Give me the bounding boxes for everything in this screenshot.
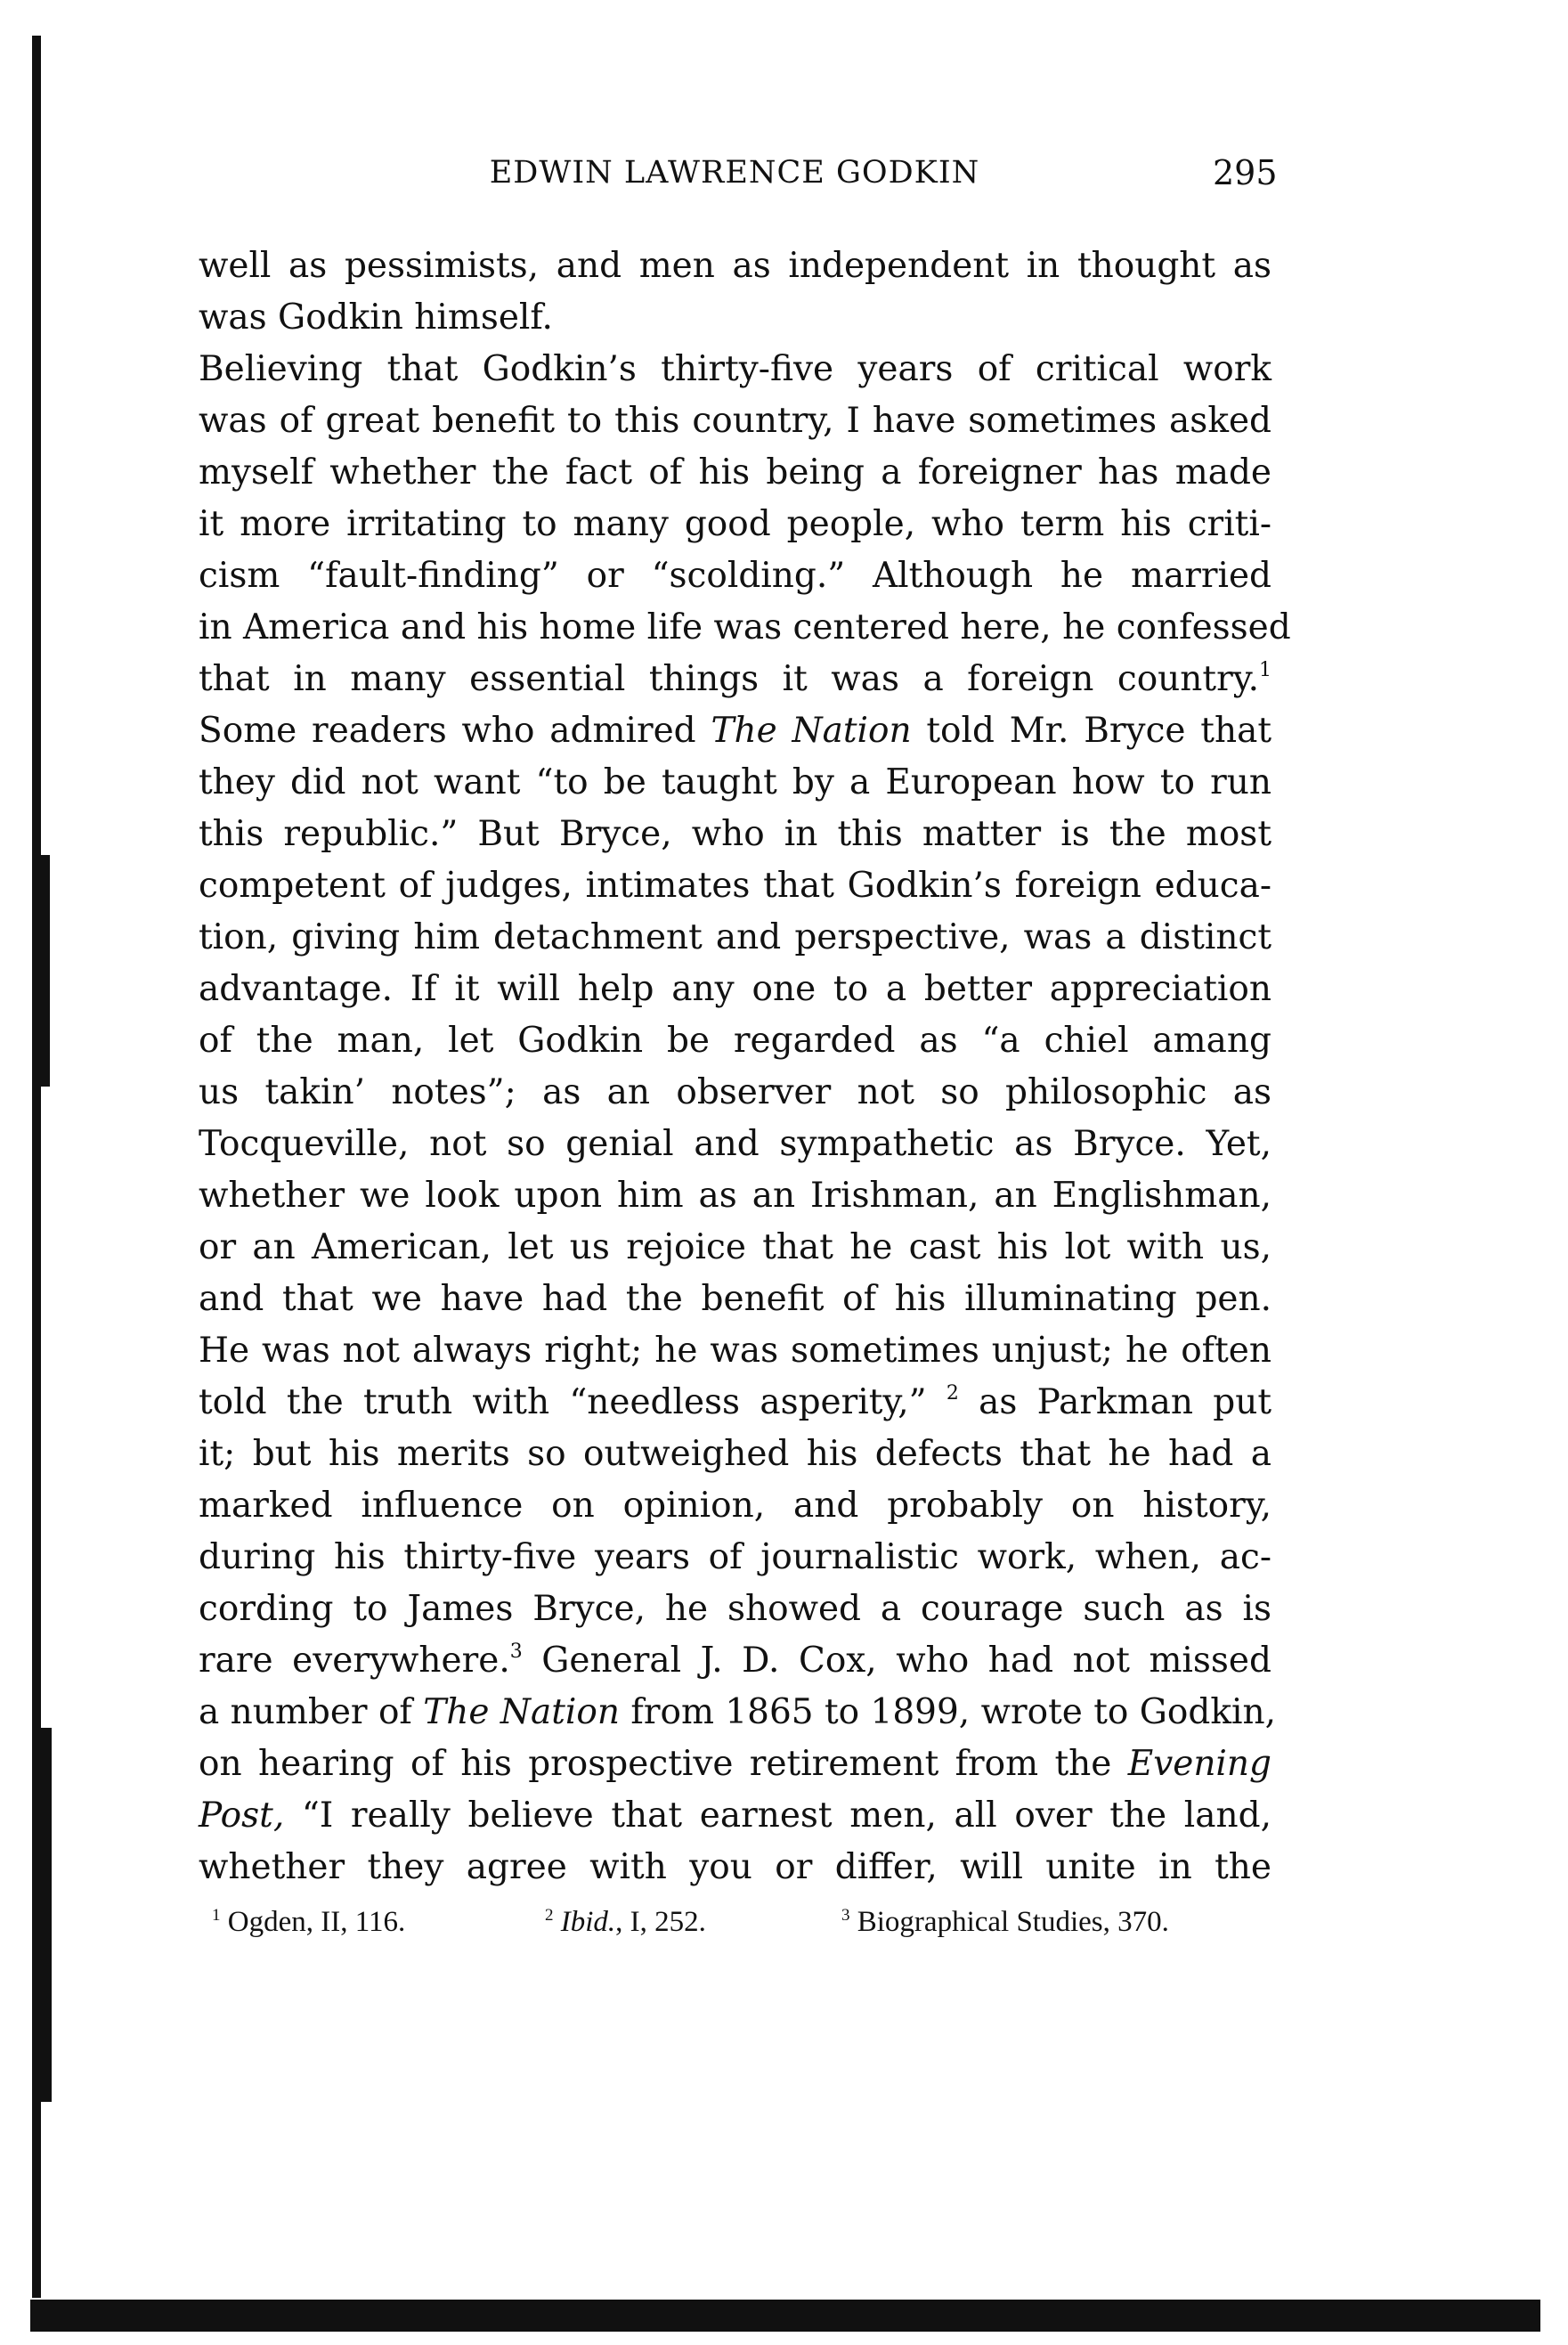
text-segment: it; but his merits so outweighed his defects that he had a xyxy=(199,1434,1271,1474)
text-line xyxy=(199,344,1271,395)
text-segment: myself whether the fact of his being a foreigner has made xyxy=(199,452,1271,493)
text-segment: Believing that Godkin’s thirty-five years of critical work xyxy=(199,349,1271,389)
text-line xyxy=(199,809,1271,860)
text-line xyxy=(199,1687,1277,1738)
text-line xyxy=(199,1584,1271,1635)
text-line xyxy=(199,550,1271,602)
footnote-marker: 3 xyxy=(841,1906,850,1925)
page-number: 295 xyxy=(1213,153,1278,192)
text-line xyxy=(199,499,1271,550)
italic-text: Post, xyxy=(199,1795,285,1836)
text-segment: during his thirty-five years of journalistic work, when, ac- xyxy=(199,1537,1271,1577)
footnote-1 xyxy=(212,1906,405,1939)
text-segment: from 1865 to 1899, wrote to Godkin, xyxy=(620,1692,1277,1732)
footnote-marker: 2 xyxy=(946,1382,959,1405)
footnote-3 xyxy=(841,1906,1169,1939)
text-segment: competent of judges, intimates that Godkin’s foreign educa- xyxy=(199,866,1271,906)
text-line xyxy=(199,1635,1271,1687)
text-segment: Ogden, II, 116. xyxy=(220,1906,406,1938)
text-segment: Some readers who admired xyxy=(199,711,711,751)
scan-edge-left-thick xyxy=(36,855,50,1087)
text-line xyxy=(199,1274,1271,1325)
text-line xyxy=(199,1790,1271,1842)
text-segment: of the man, let Godkin be regarded as “a chiel amang xyxy=(199,1021,1271,1061)
text-segment: on hearing of his prospective retirement from the xyxy=(199,1744,1128,1784)
footnote-marker: 1 xyxy=(1259,659,1271,681)
footnote-marker: 2 xyxy=(545,1906,554,1925)
text-line xyxy=(199,1429,1271,1480)
text-line xyxy=(199,654,1271,705)
italic-text: Evening xyxy=(1127,1744,1271,1784)
text-line xyxy=(199,602,1291,654)
text-segment: rare everywhere. xyxy=(199,1641,510,1681)
text-segment: General J. D. Cox, who had not missed xyxy=(522,1641,1271,1681)
text-segment: tion, giving him detachment and perspective, was a distinct xyxy=(199,917,1271,957)
footnote-marker: 1 xyxy=(212,1906,221,1925)
text-line xyxy=(199,1170,1271,1222)
text-line xyxy=(199,1480,1271,1532)
italic-text: The Nation xyxy=(711,711,912,751)
text-segment: cording to James Bryce, he showed a courage such as is xyxy=(199,1589,1271,1629)
footnote-marker: 3 xyxy=(509,1641,523,1663)
text-segment: and that we have had the benefit of his illuminating pen. xyxy=(199,1279,1271,1319)
text-segment xyxy=(554,1906,561,1938)
text-line xyxy=(199,1015,1271,1067)
text-line xyxy=(199,447,1271,499)
text-segment: as Parkman put xyxy=(958,1382,1271,1422)
text-segment: it more irritating to many good people, who term his criti- xyxy=(199,504,1271,544)
text-line xyxy=(199,1842,1271,1893)
footnote-2 xyxy=(545,1906,706,1939)
text-line xyxy=(199,964,1271,1015)
text-segment: this republic.” But Bryce, who in this matter is the most xyxy=(199,814,1271,854)
text-line xyxy=(199,1222,1271,1274)
text-line xyxy=(199,912,1271,964)
text-segment: in America and his home life was centered here, he confessed xyxy=(199,607,1291,647)
text-segment: Tocqueville, not so genial and sympathetic as Bryce. Yet, xyxy=(199,1124,1271,1164)
text-line xyxy=(199,395,1271,447)
scan-edge-left-thick xyxy=(36,1728,52,2102)
text-segment: advantage. If it will help any one to a better appreciation xyxy=(199,969,1271,1009)
text-segment: or an American, let us rejoice that he cast his lot with us, xyxy=(199,1227,1271,1267)
text-line xyxy=(199,240,1271,292)
text-segment: , I, 252. xyxy=(615,1906,706,1938)
text-segment: was of great benefit to this country, I have sometimes asked xyxy=(199,401,1271,441)
italic-text: The Nation xyxy=(423,1692,620,1732)
running-header: EDWIN LAWRENCE GODKIN xyxy=(489,155,980,191)
body-text xyxy=(199,240,1291,1893)
text-segment: well as pessimists, and men as independent in thought as xyxy=(199,246,1271,286)
text-segment: whether we look upon him as an Irishman, an Englishman, xyxy=(199,1176,1271,1216)
text-line xyxy=(199,1325,1271,1377)
text-segment: that in many essential things it was a foreign country. xyxy=(199,659,1259,699)
text-segment: told Mr. Bryce that xyxy=(911,711,1271,751)
italic-text: Ibid. xyxy=(560,1906,616,1938)
text-segment: “I really believe that earnest men, all over the land, xyxy=(284,1795,1271,1836)
text-segment: told the truth with “needless asperity,” xyxy=(199,1382,946,1422)
text-line xyxy=(199,292,1271,344)
text-line xyxy=(199,1119,1271,1170)
text-segment: a number of xyxy=(199,1692,424,1732)
text-segment: He was not always right; he was sometimes unjust; he often xyxy=(199,1331,1271,1371)
text-line xyxy=(199,1532,1271,1584)
text-segment: they did not want “to be taught by a European how to run xyxy=(199,762,1271,802)
text-line xyxy=(199,1738,1271,1790)
text-segment: was Godkin himself. xyxy=(199,297,553,338)
text-segment: whether they agree with you or differ, will unite in the xyxy=(199,1847,1271,1887)
scan-edge-bottom xyxy=(30,2300,1540,2332)
text-segment: marked influence on opinion, and probably on history, xyxy=(199,1486,1271,1526)
text-segment: us takin’ notes”; as an observer not so philosophic as xyxy=(199,1072,1271,1112)
text-segment: Biographical Studies, 370. xyxy=(849,1906,1169,1938)
text-segment: cism “fault-finding” or “scolding.” Although he married xyxy=(199,556,1271,596)
text-line xyxy=(199,860,1271,912)
text-line xyxy=(199,1377,1271,1429)
text-line xyxy=(199,705,1271,757)
text-line xyxy=(199,757,1271,809)
text-line xyxy=(199,1067,1271,1119)
